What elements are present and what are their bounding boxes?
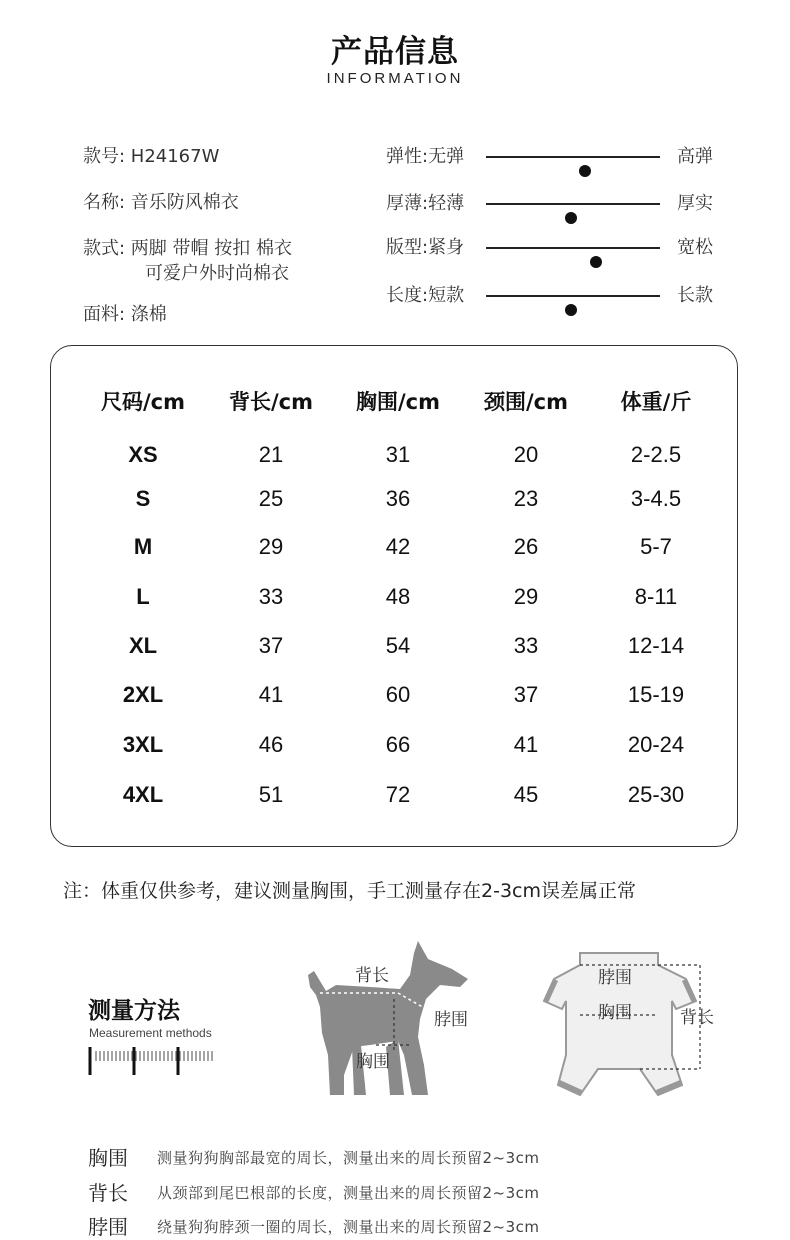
cell-neck: 26 <box>513 534 539 559</box>
cell-weight: 12-14 <box>627 633 685 658</box>
desc-term: 背长 <box>88 1181 128 1205</box>
scale-marker <box>565 304 577 316</box>
desc-text: 测量狗狗胸部最宽的周长，测量出来的周长预留2~3cm <box>157 1149 540 1167</box>
scale-elasticity <box>386 142 726 168</box>
scale-left-label: 长度:短款 <box>386 285 465 306</box>
cell-chest: 60 <box>385 682 411 707</box>
cell-weight: 3-4.5 <box>630 486 682 511</box>
garment-neck-label: 脖围 <box>598 968 632 988</box>
cell-weight: 5-7 <box>640 534 672 559</box>
cell-size: XS <box>128 442 158 467</box>
cell-back-length: 33 <box>258 584 284 609</box>
cell-back-length: 41 <box>258 682 284 707</box>
cell-size: XL <box>128 633 158 658</box>
method-subtitle: Measurement methods <box>89 1026 212 1040</box>
cell-neck: 20 <box>513 442 539 467</box>
garment-chest-label: 胸围 <box>598 1003 632 1023</box>
scale-track <box>486 203 660 205</box>
cell-chest: 31 <box>385 442 411 467</box>
dog-diagram <box>300 935 490 1105</box>
scale-left-label: 厚薄:轻薄 <box>386 193 465 214</box>
size-table <box>50 345 738 847</box>
scale-left-label: 版型:紧身 <box>386 237 465 258</box>
cell-neck: 45 <box>513 782 539 807</box>
cell-size: 3XL <box>122 732 164 757</box>
cell-neck: 29 <box>513 584 539 609</box>
cell-back-length: 37 <box>258 633 284 658</box>
cell-chest: 42 <box>385 534 411 559</box>
cell-back-length: 25 <box>258 486 284 511</box>
cell-neck: 33 <box>513 633 539 658</box>
dog-chest-label: 胸围 <box>356 1052 390 1072</box>
cell-back-length: 51 <box>258 782 284 807</box>
scale-track <box>486 295 660 297</box>
product-name: 名称: 音乐防风棉衣 <box>83 192 239 213</box>
page-subtitle: INFORMATION <box>326 70 464 87</box>
cell-weight: 20-24 <box>627 732 685 757</box>
cell-neck: 41 <box>513 732 539 757</box>
scale-right-label: 宽松 <box>677 237 713 258</box>
scale-length <box>386 281 726 307</box>
header-size: 尺码/cm <box>101 390 185 414</box>
dog-back-label: 背长 <box>355 966 389 986</box>
scale-right-label: 厚实 <box>677 193 713 214</box>
scale-right-label: 高弹 <box>677 146 713 167</box>
fabric: 面料: 涤棉 <box>83 304 167 325</box>
cell-back-length: 46 <box>258 732 284 757</box>
header-neck: 颈围/cm <box>484 390 568 414</box>
cell-size: L <box>136 584 150 609</box>
garment-back-label: 背长 <box>680 1008 714 1028</box>
scale-marker <box>590 256 602 268</box>
scale-marker <box>565 212 577 224</box>
ruler-icon <box>88 1047 220 1077</box>
scale-left-label: 弹性:无弹 <box>386 146 465 167</box>
scale-marker <box>579 165 591 177</box>
measurement-note: 注：体重仅供参考，建议测量胸围，手工测量存在2-3cm误差属正常 <box>63 880 636 902</box>
dog-neck-label: 脖围 <box>434 1010 468 1030</box>
style-desc-line2: 可爱户外时尚棉衣 <box>145 263 289 284</box>
desc-term: 脖围 <box>88 1215 128 1239</box>
cell-weight: 8-11 <box>634 584 678 609</box>
cell-chest: 48 <box>385 584 411 609</box>
cell-chest: 72 <box>385 782 411 807</box>
header-chest: 胸围/cm <box>356 390 440 414</box>
cell-weight: 15-19 <box>627 682 685 707</box>
method-title: 测量方法 <box>88 998 180 1024</box>
style-number: 款号: H24167W <box>83 146 220 167</box>
cell-size: 2XL <box>122 682 164 707</box>
garment-diagram <box>540 945 730 1100</box>
header-weight: 体重/斤 <box>620 390 692 414</box>
cell-back-length: 29 <box>258 534 284 559</box>
cell-neck: 23 <box>513 486 539 511</box>
style-desc-line1: 款式: 两脚 带帽 按扣 棉衣 <box>83 238 292 259</box>
page-title: 产品信息 <box>331 34 459 70</box>
scale-track <box>486 247 660 249</box>
cell-size: M <box>133 534 153 559</box>
desc-term: 胸围 <box>88 1146 128 1170</box>
cell-weight: 2-2.5 <box>630 442 682 467</box>
cell-size: S <box>135 486 151 511</box>
cell-size: 4XL <box>122 782 164 807</box>
cell-chest: 54 <box>385 633 411 658</box>
cell-weight: 25-30 <box>627 782 685 807</box>
header-back-length: 背长/cm <box>229 390 313 414</box>
cell-back-length: 21 <box>258 442 284 467</box>
cell-chest: 66 <box>385 732 411 757</box>
cell-chest: 36 <box>385 486 411 511</box>
cell-neck: 37 <box>513 682 539 707</box>
scale-track <box>486 156 660 158</box>
desc-text: 绕量狗狗脖颈一圈的周长，测量出来的周长预留2~3cm <box>157 1218 540 1236</box>
desc-text: 从颈部到尾巴根部的长度，测量出来的周长预留2~3cm <box>157 1184 540 1202</box>
scale-thickness <box>386 189 726 215</box>
scale-right-label: 长款 <box>677 285 713 306</box>
scale-fit <box>386 233 726 259</box>
